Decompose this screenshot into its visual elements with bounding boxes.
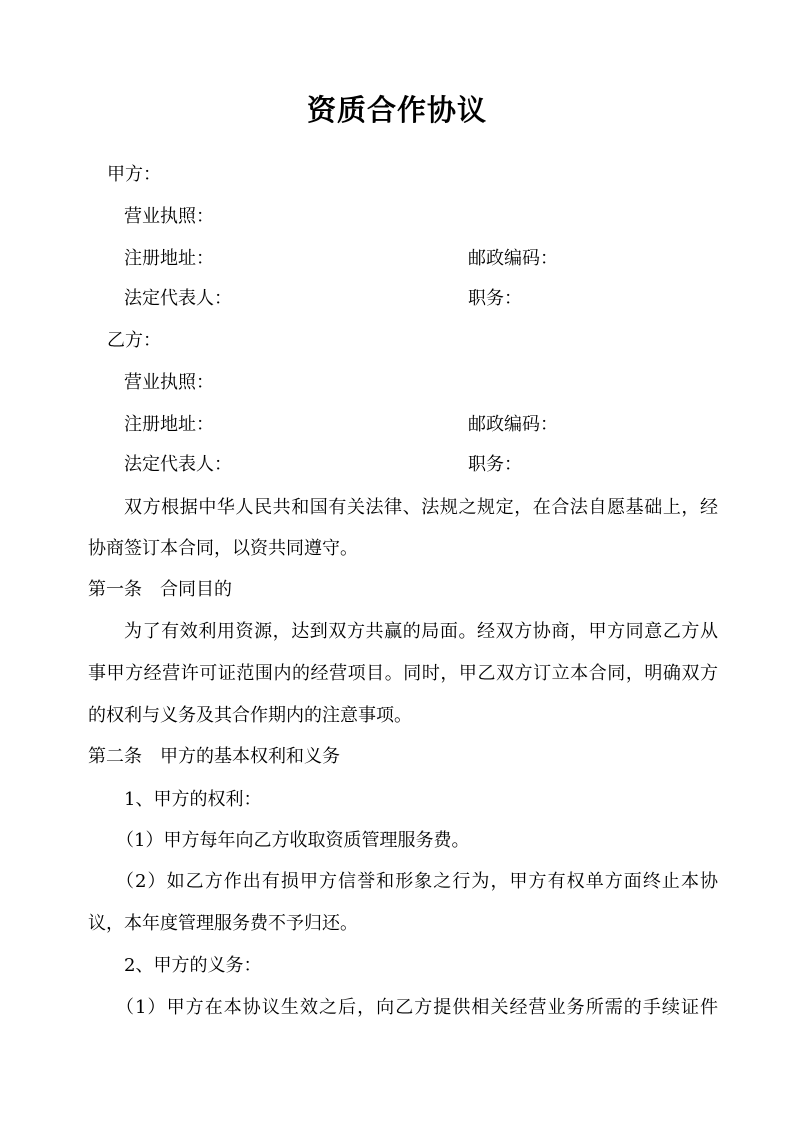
- party-b-postcode: 邮政编码：: [468, 414, 558, 435]
- article-heading: 第二条 甲方的基本权利和义务: [88, 746, 340, 767]
- party-b-address: 注册地址：: [124, 414, 214, 435]
- right-item-2-line: （2）如乙方作出有损甲方信誉和形象之行为，甲方有权单方面终止本协: [116, 871, 718, 892]
- paragraph-line: 事甲方经营许可证范围内的经营项目。同时，甲乙双方订立本合同，明确双方: [88, 663, 718, 684]
- paragraph-line: 为了有效利用资源，达到双方共赢的局面。经双方协商，甲方同意乙方从: [124, 621, 718, 642]
- party-a-address: 注册地址：: [124, 248, 214, 269]
- party-a-license: 营业执照：: [124, 206, 214, 227]
- paragraph-line: 的权利与义务及其合作期内的注意事项。: [88, 705, 412, 726]
- duties-heading: 2、甲方的义务：: [124, 955, 262, 976]
- party-b-representative: 法定代表人：: [124, 454, 232, 475]
- party-b-position: 职务：: [468, 454, 522, 475]
- party-a-representative: 法定代表人：: [124, 288, 232, 309]
- party-a-position: 职务：: [468, 288, 522, 309]
- paragraph-line: 协商签订本合同，以资共同遵守。: [88, 538, 358, 559]
- party-a-postcode: 邮政编码：: [468, 248, 558, 269]
- document-title: 资质合作协议: [306, 93, 487, 127]
- right-item-1: （1）甲方每年向乙方收取资质管理服务费。: [116, 830, 470, 851]
- party-b-label: 乙方：: [107, 330, 161, 351]
- paragraph-line: 双方根据中华人民共和国有关法律、法规之规定，在合法自愿基础上，经: [124, 497, 718, 518]
- right-item-2-line: 议，本年度管理服务费不予归还。: [88, 913, 358, 934]
- party-a-label: 甲方：: [107, 164, 161, 185]
- rights-heading: 1、甲方的权利：: [124, 789, 262, 810]
- party-b-license: 营业执照：: [124, 372, 214, 393]
- article-heading: 第一条 合同目的: [88, 579, 232, 600]
- duty-item-1: （1）甲方在本协议生效之后，向乙方提供相关经营业务所需的手续证件: [116, 997, 718, 1018]
